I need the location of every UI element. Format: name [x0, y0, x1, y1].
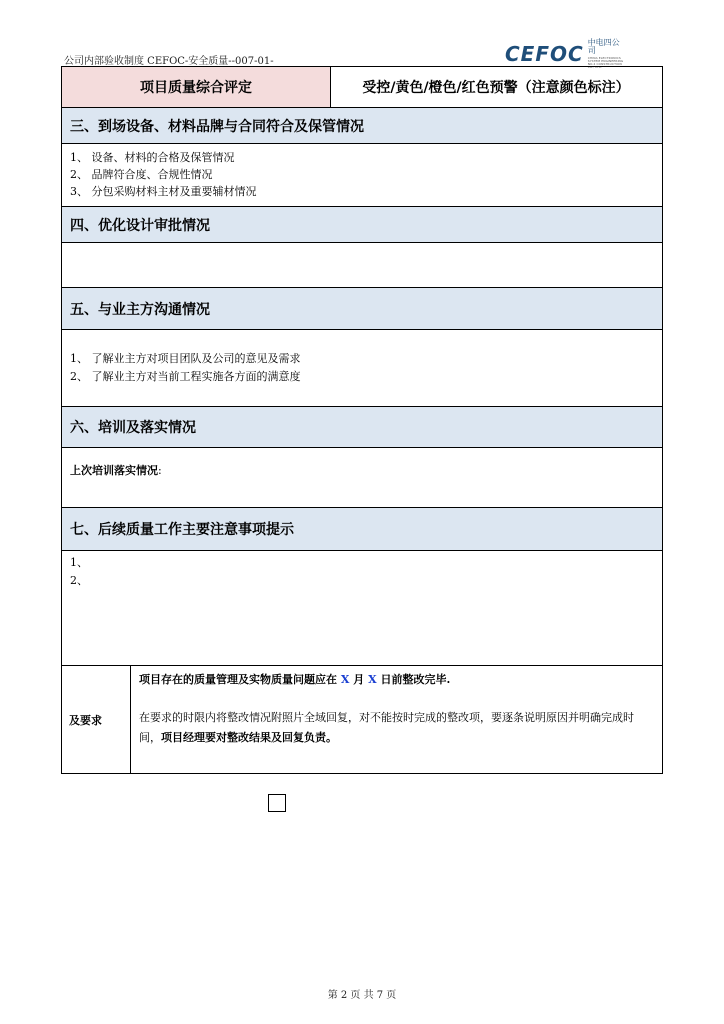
requirement-body	[131, 666, 662, 773]
inspection-form-table	[61, 66, 663, 774]
logo-mark: CEFOC	[505, 42, 584, 66]
deadline-text: 项目存在的质量管理及实物质量问题应在	[139, 673, 341, 686]
list-item: 1、 了解业主方对项目团队及公司的意见及需求	[70, 352, 301, 365]
month-unit: 月	[349, 673, 369, 686]
assessment-label: 项目质量综合评定	[62, 67, 331, 107]
section-4-title: 四、优化设计审批情况	[62, 207, 662, 243]
list-item: 2、	[70, 574, 88, 587]
section-5-title: 五、与业主方沟通情况	[62, 288, 662, 330]
list-item: 1、	[70, 556, 88, 569]
logo-en: CHINA ELECTRONICS SYSTEM ENGINEERING NO.4 CONSTRUCTION CO., LTD.	[587, 56, 624, 69]
list-item: 2、 品牌符合度、合规性情况	[70, 168, 213, 181]
section-5-content[interactable]	[62, 330, 662, 407]
day-placeholder[interactable]: X	[368, 673, 377, 686]
company-logo	[505, 38, 625, 69]
training-label-suffix: :	[158, 464, 162, 477]
reply-instructions	[139, 708, 654, 748]
training-label: 上次培训落实情况	[70, 464, 158, 477]
section-3-title: 三、到场设备、材料品牌与合同符合及保管情况	[62, 108, 662, 144]
list-item: 3、 分包采购材料主材及重要辅材情况	[70, 185, 257, 198]
assessment-value[interactable]: 受控/黄色/橙色/红色预警（注意颜色标注）	[362, 80, 630, 96]
reply-instructions-text: 在要求的时限内将整改情况附照片全域回复，对不能按时完成的整改项，要逐条说明原因并明确完成时间，	[139, 711, 634, 744]
section-4-content[interactable]	[62, 243, 662, 288]
logo-cn: 中电四公司	[587, 38, 620, 55]
logo-text	[588, 39, 625, 69]
list-item: 2、 了解业主方对当前工程实施各方面的满意度	[70, 370, 301, 383]
section-6-title: 六、培训及落实情况	[62, 407, 662, 448]
deadline-line	[139, 670, 654, 690]
list-item: 1、 设备、材料的合格及保管情况	[70, 151, 235, 164]
month-placeholder[interactable]: X	[340, 673, 350, 686]
page-number: 第 2 页 共 7 页	[327, 990, 397, 1001]
empty-checkbox[interactable]	[268, 794, 286, 812]
section-7-title: 七、后续质量工作主要注意事项提示	[62, 508, 662, 551]
deadline-tail: 日前整改完毕.	[376, 673, 451, 686]
section-7-content[interactable]	[62, 551, 662, 666]
requirement-label: 及要求	[62, 666, 131, 773]
section-3-content[interactable]	[62, 144, 662, 207]
manager-responsibility-text: 项目经理要对整改结果及回复负责。	[161, 731, 337, 744]
requirement-row	[62, 666, 662, 773]
document-header: 公司内部验收制度 CEFOC-安全质量--007-01-	[64, 56, 274, 67]
assessment-row	[62, 67, 662, 108]
section-6-content[interactable]	[62, 448, 662, 508]
